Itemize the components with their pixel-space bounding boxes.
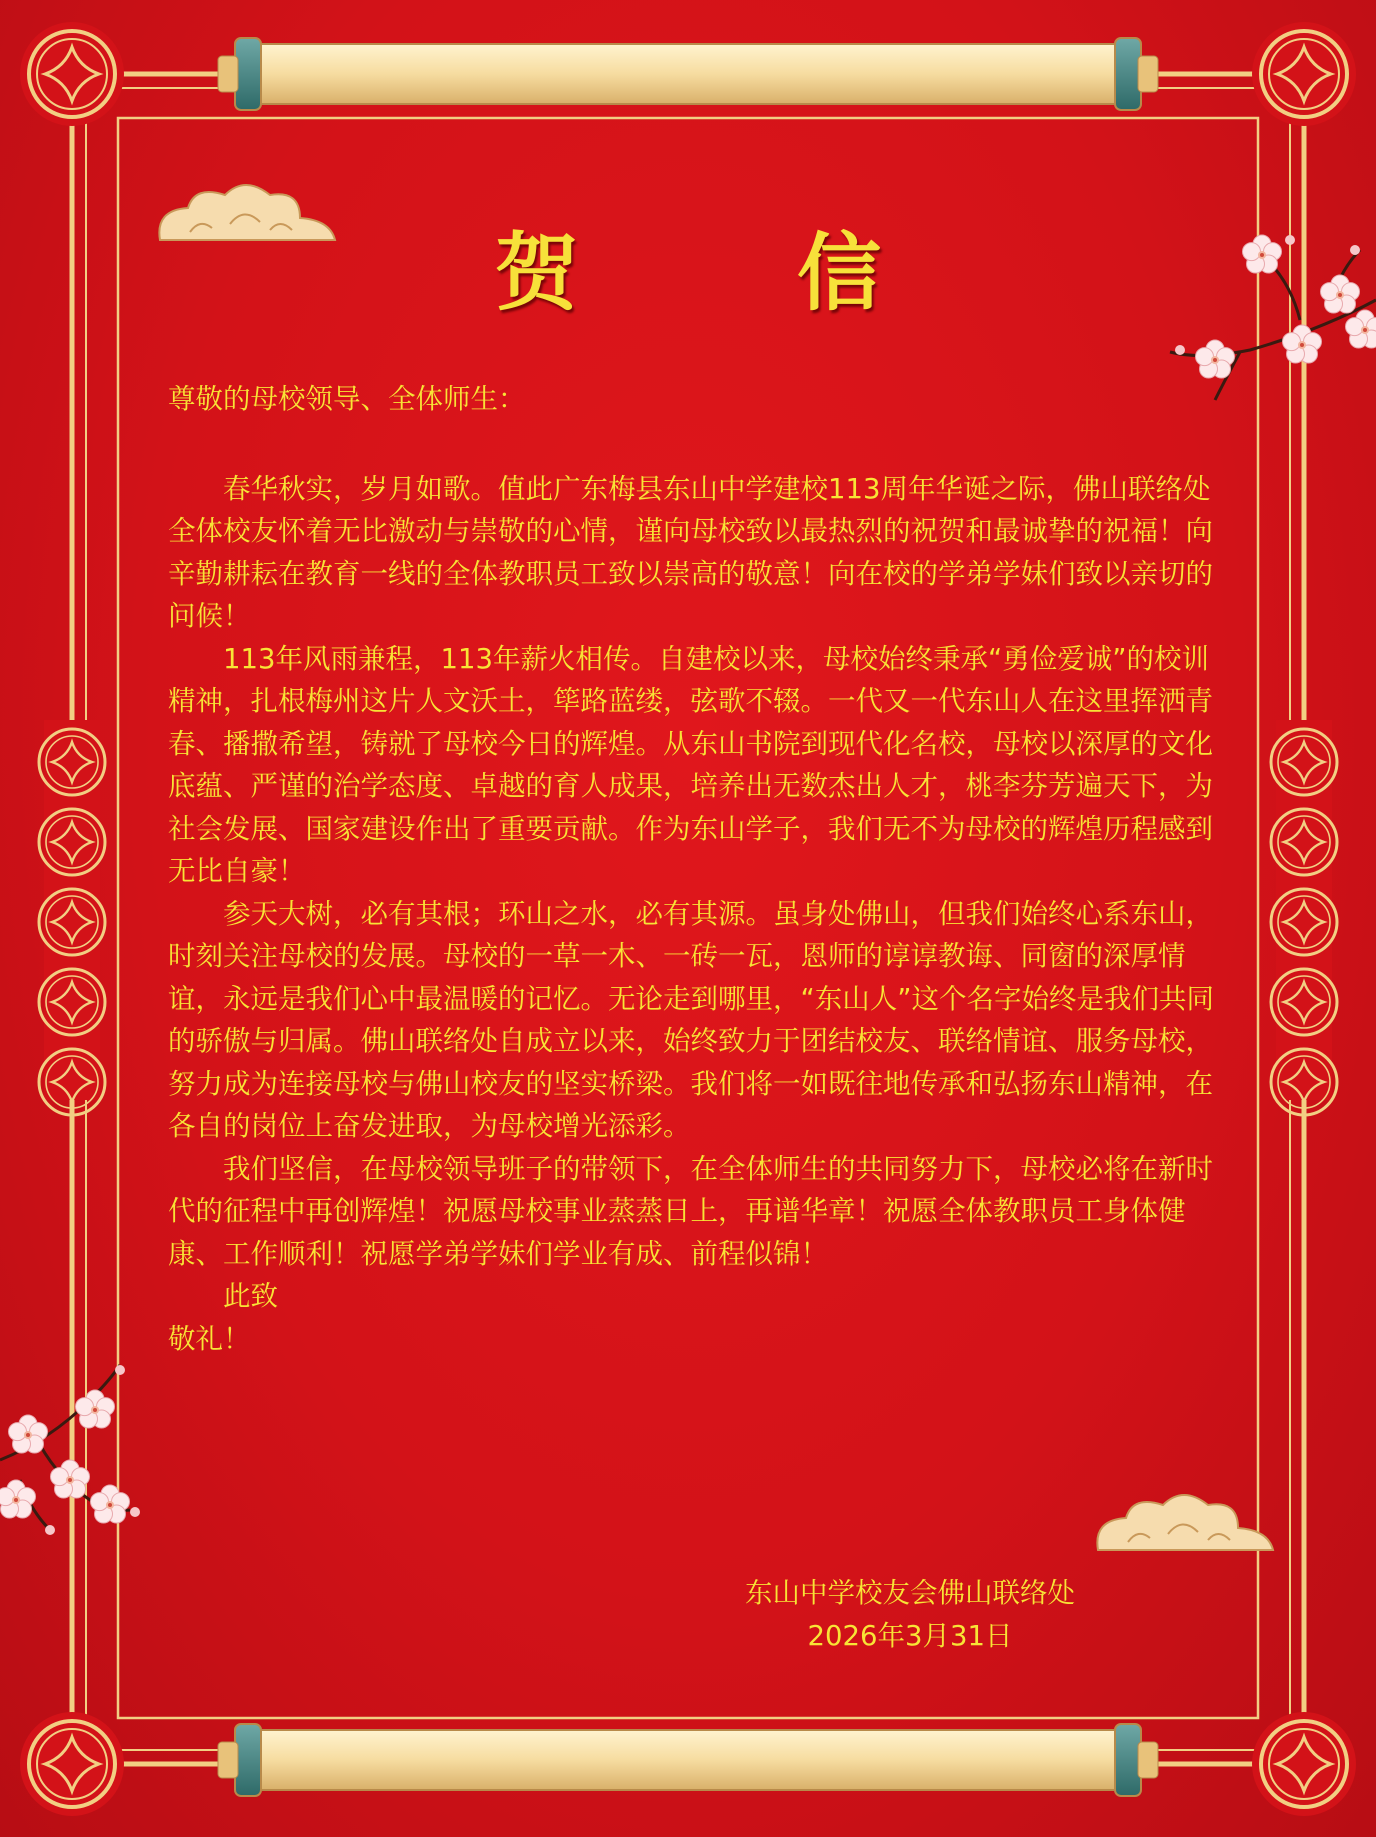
paragraph: 113年风雨兼程，113年薪火相传。自建校以来，母校始终秉承“勇俭爱诚”的校训精神，扎根梅州这片人文沃土，筚路蓝缕，弦歌不辍。一代又一代东山人在这里挥洒青春、播撒希望，铸就了母校今日的辉煌。从东山书院到现代化名校，母校以深厚的文化底蕴、严谨的治学态度、卓越的育人成果，培养出无数杰出人才，桃李芬芳遍天下，为社会发展、国家建设作出了重要贡献。作为东山学子，我们无不为母校的辉煌历程感到无比自豪！ xyxy=(168,642,1213,887)
date: 2026年3月31日 xyxy=(807,1620,1013,1652)
closing-line: 此致 xyxy=(223,1280,278,1312)
signature-block xyxy=(700,1572,1120,1658)
closing-salute: 敬礼！ xyxy=(168,1322,251,1355)
signature: 东山中学校友会佛山联络处 xyxy=(745,1577,1075,1609)
paragraph: 春华秋实，岁月如歌。值此广东梅县东山中学建校113周年华诞之际，佛山联络处全体校友怀着无比激动与崇敬的心情，谨向母校致以最热烈的祝贺和最诚挚的祝福！向辛勤耕耘在教育一线的全体教职员工致以崇高的敬意！向在校的学弟学妹们致以亲切的问候！ xyxy=(168,472,1213,632)
paragraph: 参天大树，必有其根；环山之水，必有其源。虽身处佛山，但我们始终心系东山，时刻关注母校的发展。母校的一草一木、一砖一瓦，恩师的谆谆教诲、同窗的深厚情谊，永远是我们心中最温暖的记忆。无论走到哪里，“东山人”这个名字始终是我们共同的骄傲与归属。佛山联络处自成立以来，始终致力于团结校友、联络情谊、服务母校，努力成为连接母校与佛山校友的坚实桥梁。我们将一如既往地传承和弘扬东山精神，在各自的岗位上奋发进取，为母校增光添彩。 xyxy=(168,897,1214,1142)
scroll-icon xyxy=(218,38,1158,110)
letter-title: 贺 信 xyxy=(494,223,949,322)
letter-body xyxy=(168,378,1226,1360)
salutation: 尊敬的母校领导、全体师生： xyxy=(168,383,526,415)
paragraph: 我们坚信，在母校领导班子的带领下，在全体师生的共同努力下，母校必将在新时代的征程中再创辉煌！祝愿母校事业蒸蒸日上，再谱华章！祝愿全体教职员工身体健康、工作顺利！祝愿学弟学妹们学业有成、前程似锦！ xyxy=(168,1152,1213,1270)
